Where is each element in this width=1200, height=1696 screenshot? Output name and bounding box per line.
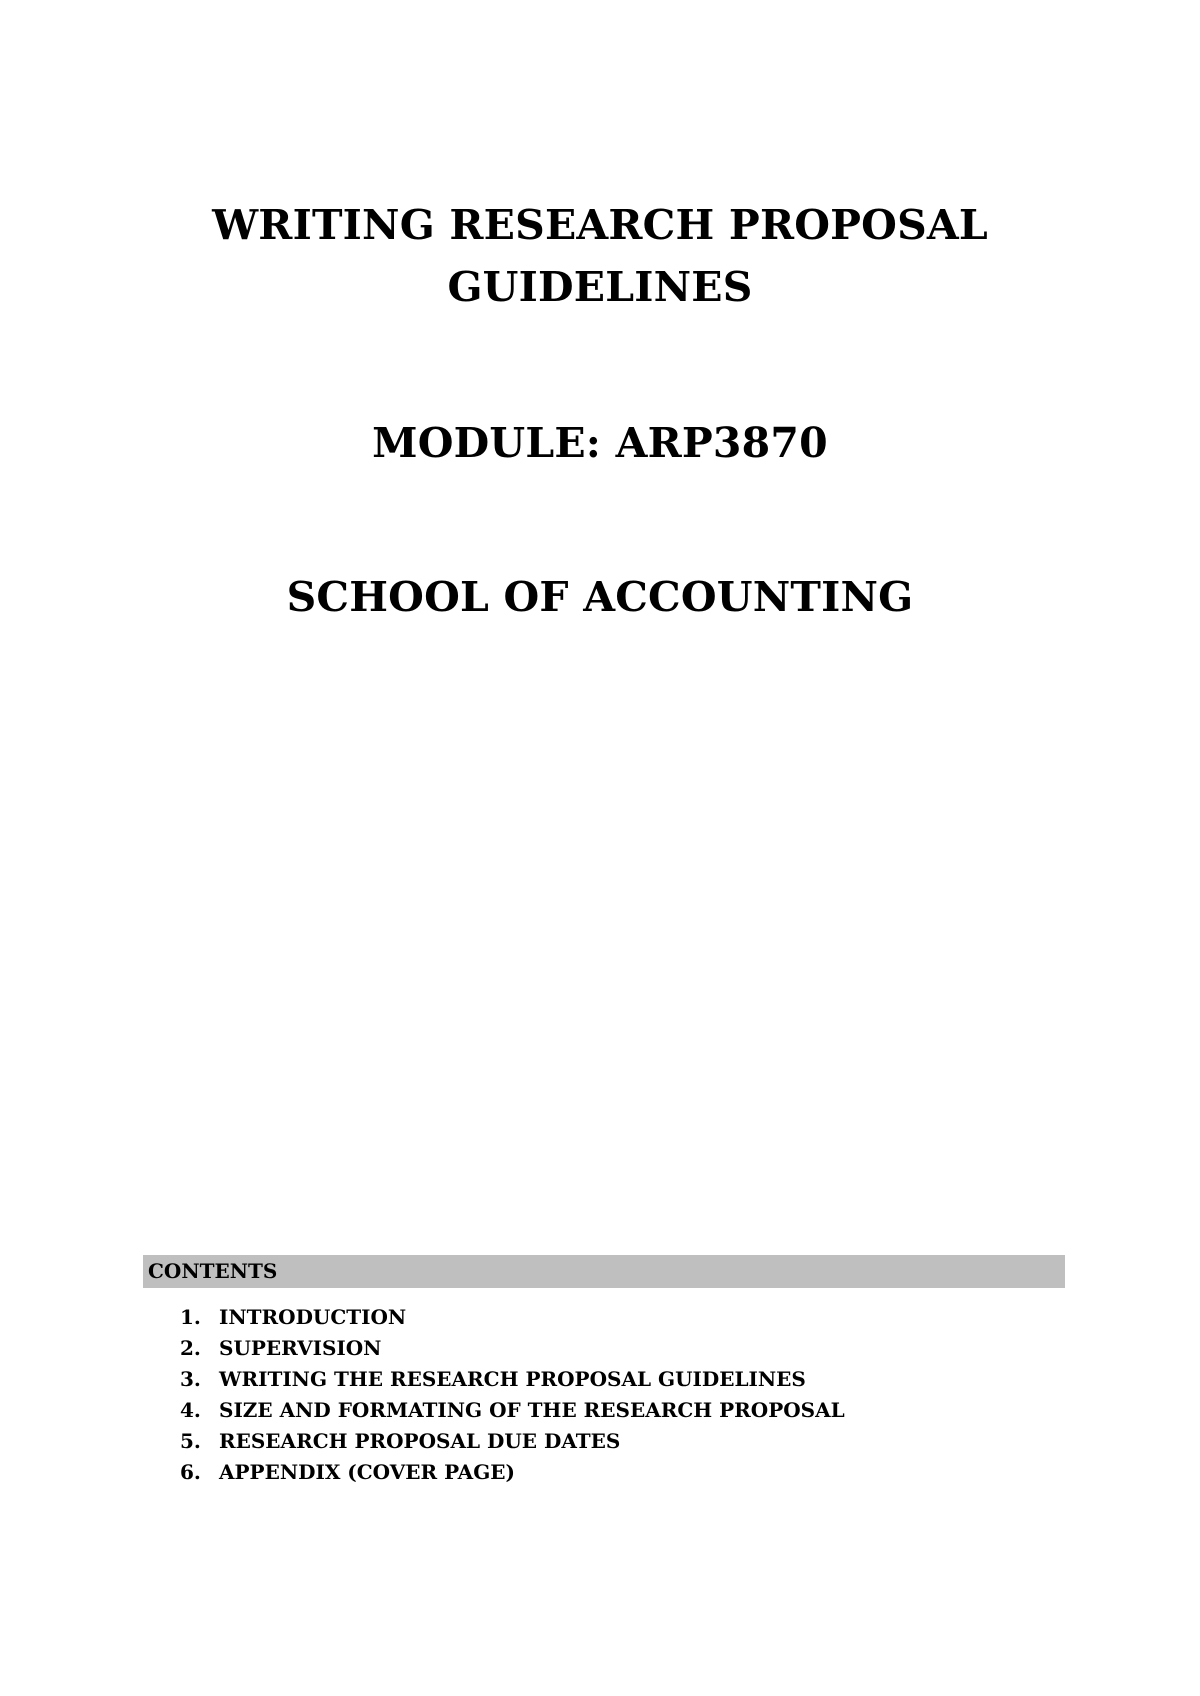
contents-header-bar <box>143 1255 1065 1288</box>
contents-item-label: SUPERVISION <box>219 1336 382 1360</box>
contents-item-number: 2. <box>180 1336 201 1360</box>
document-title-line-1: WRITING RESEARCH PROPOSAL <box>212 201 988 249</box>
contents-heading: CONTENTS <box>148 1259 278 1283</box>
contents-item <box>180 1426 845 1457</box>
contents-item-number: 1. <box>180 1305 201 1329</box>
document-title-line-2: GUIDELINES <box>447 263 753 311</box>
contents-item <box>180 1302 845 1333</box>
school-name: SCHOOL OF ACCOUNTING <box>286 573 914 621</box>
contents-item-number: 4. <box>180 1398 201 1422</box>
module-code: MODULE: ARP3870 <box>372 419 828 467</box>
contents-item <box>180 1364 845 1395</box>
contents-item <box>180 1457 845 1488</box>
contents-item-label: APPENDIX (COVER PAGE) <box>219 1460 515 1484</box>
contents-item-label: WRITING THE RESEARCH PROPOSAL GUIDELINES <box>219 1367 806 1391</box>
contents-item-label: RESEARCH PROPOSAL DUE DATES <box>219 1429 621 1453</box>
contents-item-number: 5. <box>180 1429 201 1453</box>
contents-item-number: 6. <box>180 1460 201 1484</box>
contents-item-label: INTRODUCTION <box>219 1305 407 1329</box>
contents-item-label: SIZE AND FORMATING OF THE RESEARCH PROPOSAL <box>219 1398 845 1422</box>
contents-item <box>180 1395 845 1426</box>
contents-list <box>180 1302 845 1488</box>
contents-item-number: 3. <box>180 1367 201 1391</box>
contents-item <box>180 1333 845 1364</box>
